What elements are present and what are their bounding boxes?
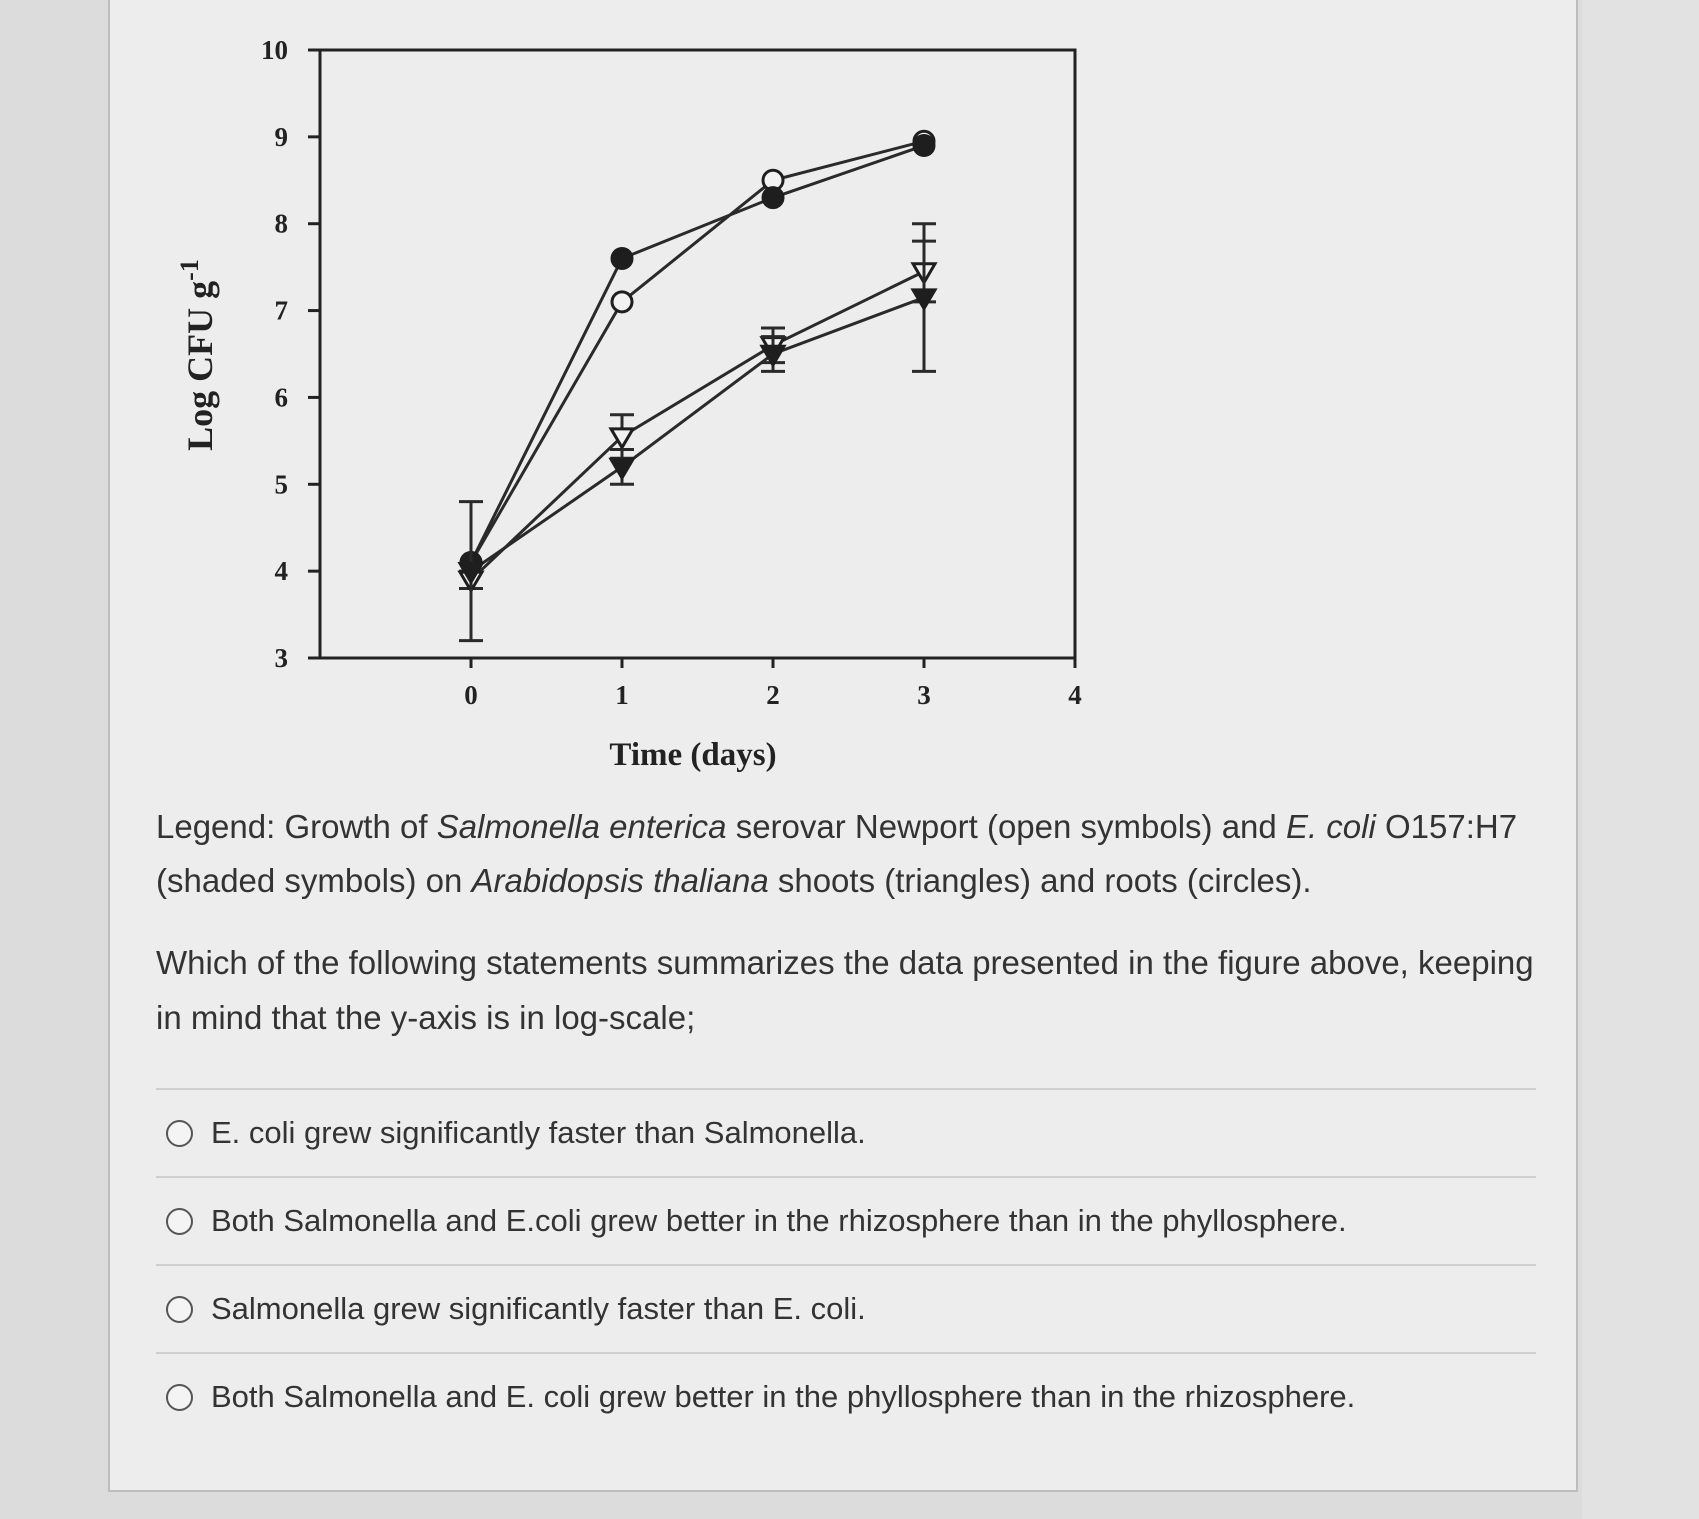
x-tick-label: 4 (1068, 680, 1082, 710)
plot-area-frame (320, 50, 1075, 658)
x-tick-label: 2 (766, 680, 780, 710)
y-tick-label: 7 (274, 295, 288, 326)
data-point-circle (612, 292, 632, 312)
y-axis-label: Log CFU $g^{-1}$ (175, 259, 220, 451)
answer-option-2[interactable] (156, 1178, 1536, 1264)
radio-button-4[interactable] (166, 1384, 193, 1411)
y-tick-label: 9 (274, 121, 288, 152)
x-axis-label: Time (days) (609, 737, 777, 773)
answer-option-3[interactable] (156, 1266, 1536, 1352)
answer-option-1[interactable] (156, 1090, 1536, 1176)
radio-button-2[interactable] (166, 1208, 193, 1235)
y-tick-label: 4 (274, 556, 288, 587)
series-line (471, 141, 924, 562)
y-tick-label: 6 (274, 382, 288, 413)
figure-legend (156, 800, 1536, 908)
legend-plant: Arabidopsis thaliana (471, 862, 769, 899)
answer-option-4-label: Both Salmonella and E. coli grew better in the phyllosphere than in the rhizosphere. (211, 1379, 1356, 1414)
y-tick-label: 8 (274, 208, 288, 239)
y-tick-label: 10 (261, 35, 288, 65)
radio-button-1[interactable] (166, 1120, 193, 1147)
series-line (471, 146, 924, 563)
data-point-circle (763, 188, 783, 208)
answer-option-3-label: Salmonella grew significantly faster than E. coli. (211, 1291, 866, 1326)
y-tick-label: 3 (274, 643, 288, 673)
series-line (471, 298, 924, 572)
legend-end: shoots (triangles) and roots (circles). (768, 862, 1312, 899)
answer-option-4[interactable] (156, 1354, 1536, 1440)
legend-organism-ecoli: E. coli (1285, 808, 1376, 845)
question-text: Which of the following statements summarizes the data presented in the figure above, keeping in mind that the y-axis is in log-scale; (156, 944, 1534, 1036)
legend-mid-2: O157:H7 (shaded symbols) on (156, 808, 1518, 899)
data-point-triangle (611, 459, 633, 478)
legend-mid-1: serovar Newport (open symbols) and (726, 808, 1286, 845)
answer-option-2-label: Both Salmonella and E.coli grew better in the rhizosphere than in the phyllosphere. (211, 1203, 1347, 1238)
data-point-circle (914, 136, 934, 156)
radio-button-3[interactable] (166, 1296, 193, 1323)
legend-intro: Legend: Growth of (156, 808, 437, 845)
answer-option-1-label: E. coli grew significantly faster than Salmonella. (211, 1115, 866, 1150)
x-tick-label: 1 (615, 680, 629, 710)
x-tick-label: 3 (917, 680, 931, 710)
data-point-circle (612, 248, 632, 268)
y-tick-label: 5 (274, 469, 288, 500)
legend-organism-salmonella: Salmonella enterica (436, 808, 727, 845)
answer-options (156, 1088, 1536, 1440)
x-tick-label: 0 (464, 680, 478, 710)
